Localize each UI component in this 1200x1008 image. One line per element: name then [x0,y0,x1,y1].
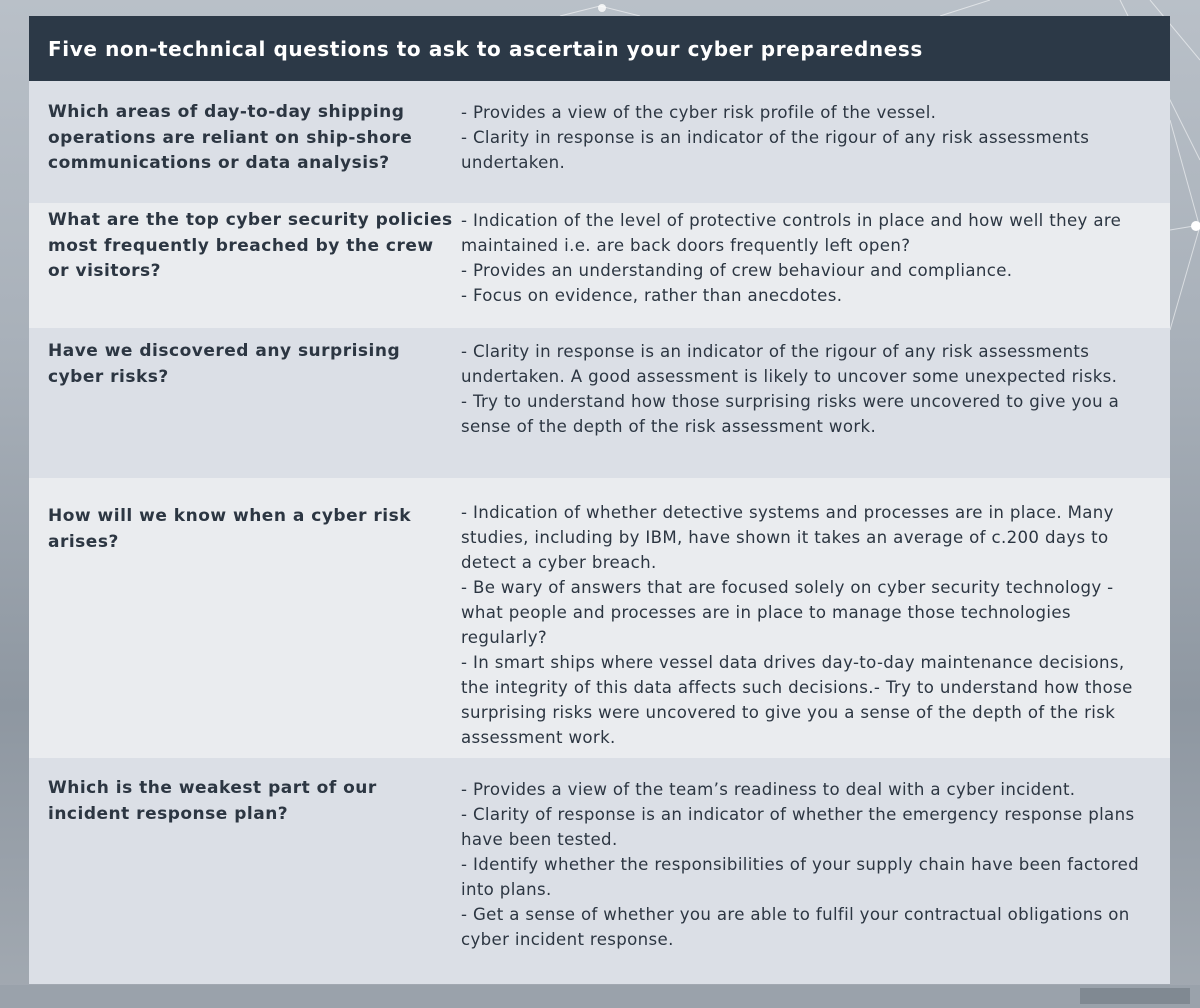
answer-line: - Get a sense of whether you are able to fulfil your contractual obligations on cyber incident response. [461,905,1130,949]
table-row [29,203,1170,328]
answer-cell [461,478,1151,758]
answer-line: - Provides a view of the cyber risk profile of the vessel. [461,103,937,122]
answer-line: - Be wary of answers that are focused solely on cyber security technology - what people and processes are in place to manage those technologies regularly? [461,578,1114,647]
question-cell: Have we discovered any surprising cyber risks? [48,341,401,387]
question-cell: Which is the weakest part of our incident response plan? [48,778,377,824]
table-row [29,328,1170,478]
answer-cell [461,203,1151,328]
table-title: Five non-technical questions to ask to ascertain your cyber preparedness [29,16,1170,81]
answer-cell [461,81,1151,203]
question-cell: Which areas of day-to-day shipping operations are reliant on ship-shore communications or data analysis? [48,102,413,173]
table-row [29,81,1170,203]
answer-line: - Focus on evidence, rather than anecdotes. [461,286,843,305]
answer-line: - Identify whether the responsibilities of your supply chain have been factored into plans. [461,855,1140,899]
answer-line: - Provides an understanding of crew behaviour and compliance. [461,261,1013,280]
answer-line: - Clarity of response is an indicator of whether the emergency response plans have been tested. [461,805,1135,849]
answer-cell [461,328,1151,478]
answer-line: - Indication of whether detective systems and processes are in place. Many studies, including by IBM, have shown it takes an average of c.200 days to detect a cyber breach. [461,503,1114,572]
table-row [29,758,1170,984]
answer-line: - Provides a view of the team’s readiness to deal with a cyber incident. [461,780,1076,799]
answer-line: - Clarity in response is an indicator of the rigour of any risk assessments undertaken. A good assessment is likely to uncover some unexpected risks. [461,342,1118,386]
question-cell: What are the top cyber security policies most frequently breached by the crew or visitors? [48,210,453,281]
answer-line: - Try to understand how those surprising risks were uncovered to give you a sense of the depth of the risk assessment work. [461,392,1120,436]
question-cell: How will we know when a cyber risk arises? [48,506,412,552]
answer-line: - In smart ships where vessel data drives day-to-day maintenance decisions, the integrity of this data affects such decisions.- Try to understand how those surprising risks were uncovered to give you a sense of the depth of the risk assessment work. [461,653,1133,747]
answer-line: - Clarity in response is an indicator of the rigour of any risk assessments undertaken. [461,128,1090,172]
table-row [29,478,1170,758]
preparedness-table [29,16,1170,984]
answer-line: - Indication of the level of protective controls in place and how well they are maintained i.e. are back doors frequently left open? [461,211,1122,255]
answer-cell [461,758,1151,984]
